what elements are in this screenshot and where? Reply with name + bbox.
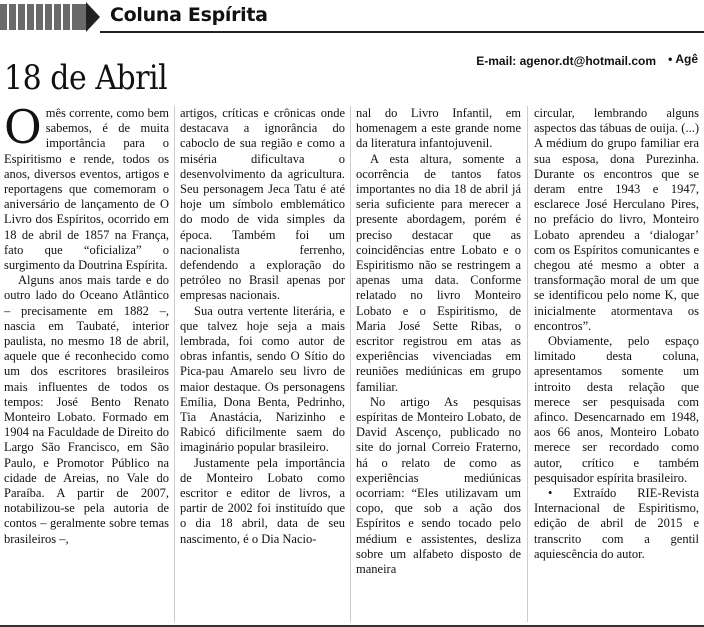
header-stripes-decoration bbox=[0, 4, 88, 30]
paragraph: No artigo As pesquisas espíritas de Monteiro Lobato, de David Ascenço, publicado no site do jornal Correio Fraterno, há o relato de como as experiências mediúnicas ocorriam: “Eles utilizavam um copo, que sob a ação dos Espíritos e sendo tocado pelo médium e assistentes, desliza sobre um alfabeto disposto de maneira bbox=[356, 394, 521, 577]
column-4 bbox=[534, 106, 699, 622]
article-body bbox=[4, 106, 702, 624]
paragraph: Justamente pela importância de Monteiro Lobato como escritor e editor de livros, a partir de 2002 foi instituído que o dia 18 abril, data de seu nascimento, é o Dia Nacio- bbox=[180, 455, 345, 546]
column-1 bbox=[4, 106, 169, 622]
author-signature bbox=[668, 52, 698, 66]
column-header bbox=[0, 0, 704, 34]
column-divider bbox=[527, 106, 528, 622]
drop-cap: O bbox=[4, 106, 42, 154]
article-title: 18 de Abril bbox=[4, 58, 168, 98]
paragraph: A esta altura, somente a ocorrência de tantos fatos importantes no dia 18 de abril já seria suficiente para merecer a presente abordagem, porém é preciso destacar que as coincidências entre Lobato e o Espiritismo não se restringem a apenas uma data. Conforme relatado no livro Monteiro Lobato e o Espiritismo, de Maria José Sette Ribas, o escritor registrou em atas as experiências vivenciadas em reuniões mediúnicas em grupo familiar. bbox=[356, 151, 521, 394]
header-arrow-icon bbox=[86, 2, 100, 32]
bullet-icon: • bbox=[668, 52, 673, 66]
header-rule bbox=[100, 31, 704, 33]
paragraph: Obviamente, pelo espaço limitado desta coluna, apresentamos somente um introito desta relação que merece ser pesquisada com afinco. Desencarnado em 1948, aos 66 anos, Monteiro Lobato merece ser recordado como autor, crítico e também pesquisador espírita brasileiro. bbox=[534, 334, 699, 485]
paragraph: Omês corrente, como bem sabemos, é de muita importância para o Espiritismo e rende, todos os anos, diversos eventos, artigos e reportagens que comemoram o aniversário de lançamento de O Livro dos Espíritos, ocorrido em 18 de abril de 1857 na França, fato que “oficializa” o surgimento da Doutrina Espírita. bbox=[4, 106, 169, 273]
column-divider bbox=[174, 106, 175, 622]
paragraph: nal do Livro Infantil, em homenagem a este grande nome da literatura infantojuvenil. bbox=[356, 106, 521, 151]
paragraph: • Extraído RIE-Revista Internacional de Espiritismo, edição de abril de 2015 e transcrito com a gentil aquiescência do autor. bbox=[534, 486, 699, 561]
author-email: E-mail: agenor.dt@hotmail.com bbox=[476, 54, 656, 68]
paragraph: circular, lembrando alguns aspectos das tábuas de ouija. (...) A médium do grupo familiar era sua esposa, dona Purezinha. Durante os encontros que se deram entre 1943 e 1947, esclarece José Herculano Pires, no prefácio do livro, Monteiro Lobato aprendeu a ‘dialogar’ com os Espíritos comunicantes e chegou até mesmo a obter a transformação moral de um que se identificou pelo nome K, que inicialmente atormentava os encontros”. bbox=[534, 106, 699, 333]
column-3 bbox=[356, 106, 521, 622]
paragraph: Sua outra vertente literária, e que talvez hoje seja a mais lembrada, foi como autor de obras infantis, sendo O Sítio do Pica-pau Amarelo seu livro de maior destaque. Os personagens Emília, Dona Benta, Pedrinho, Tia Anastácia, Narizinho e Rabicó dificilmente saem do imaginário popular brasileiro. bbox=[180, 303, 345, 455]
column-divider bbox=[350, 106, 351, 622]
section-title: Coluna Espírita bbox=[110, 4, 268, 26]
paragraph: artigos, críticas e crônicas onde destacava a ignorância do caboclo de sua região e como a miséria dificultava o desenvolvimento da agricultura. Seu personagem Jeca Tatu é até hoje um símbolo emblemático do modo de vida simples da época. Também foi um nacionalista ferrenho, defendendo a exploração do petróleo no Brasil apenas por empresas nacionais. bbox=[180, 106, 345, 303]
column-2 bbox=[180, 106, 345, 622]
signature-text: Agê bbox=[675, 52, 698, 66]
paragraph: Alguns anos mais tarde e do outro lado do Oceano Atlântico – precisamente em 1882 –, nascia em Taubaté, interior paulista, no mesmo 18 de abril, aquele que é reconhecido como um dos escritores brasileiros mais influentes de todos os tempos: José Bento Renato Monteiro Lobato. Formado em 1904 na Faculdade de Direito do Largo São Francisco, em São Paulo, e Promotor Público na cidade de Areias, no Vale do Paraíba. A partir de 2007, notabilizou-se pela autoria de contos – geralmente sobre temas brasileiros –, bbox=[4, 273, 169, 546]
